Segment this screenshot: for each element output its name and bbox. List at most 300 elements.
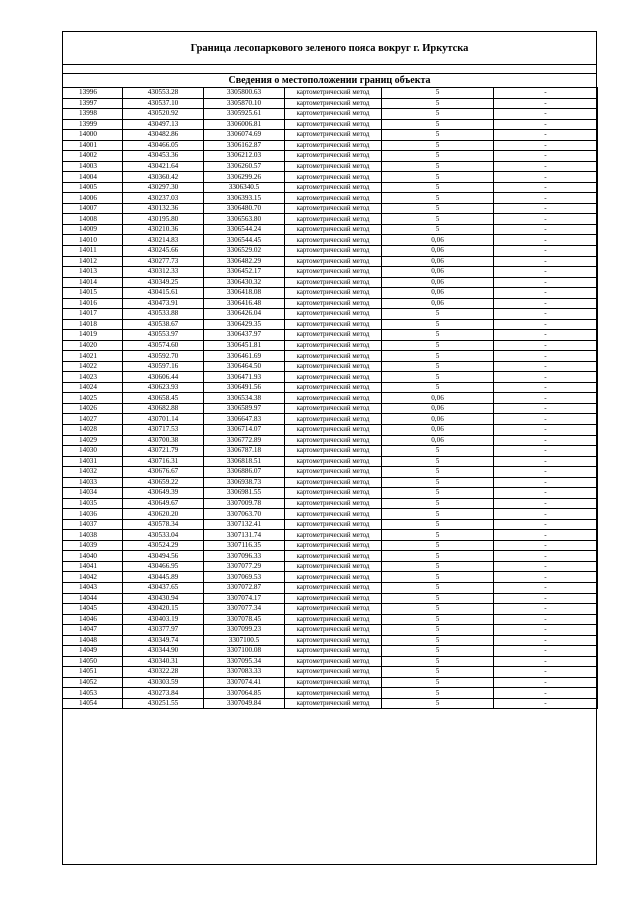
method-cell: картометрический метод (285, 572, 382, 583)
description-cell: - (494, 477, 598, 488)
point-number-cell: 13997 (63, 98, 123, 109)
x-coordinate-cell: 430658.45 (123, 393, 204, 404)
table-row (63, 614, 598, 625)
table-row (63, 172, 598, 183)
table-row (63, 351, 598, 362)
method-cell: картометрический метод (285, 688, 382, 699)
method-cell: картометрический метод (285, 372, 382, 383)
description-cell: - (494, 435, 598, 446)
x-coordinate-cell: 430473.91 (123, 298, 204, 309)
y-coordinate-cell: 3306426.04 (204, 309, 285, 320)
point-number-cell: 14035 (63, 498, 123, 509)
y-coordinate-cell: 3306212.03 (204, 151, 285, 162)
method-cell: картометрический метод (285, 361, 382, 372)
table-row (63, 656, 598, 667)
y-coordinate-cell: 3306340.5 (204, 182, 285, 193)
y-coordinate-cell: 3307072.87 (204, 582, 285, 593)
point-number-cell: 14037 (63, 519, 123, 530)
y-coordinate-cell: 3306464.50 (204, 361, 285, 372)
y-coordinate-cell: 3307064.85 (204, 688, 285, 699)
x-coordinate-cell: 430494.56 (123, 551, 204, 562)
accuracy-cell: 5 (382, 698, 494, 709)
point-number-cell: 14015 (63, 288, 123, 299)
description-cell: - (494, 551, 598, 562)
accuracy-cell: 5 (382, 98, 494, 109)
method-cell: картометрический метод (285, 140, 382, 151)
point-number-cell: 14006 (63, 193, 123, 204)
x-coordinate-cell: 430574.60 (123, 340, 204, 351)
x-coordinate-cell: 430482.86 (123, 130, 204, 141)
description-cell: - (494, 340, 598, 351)
table-row (63, 298, 598, 309)
point-number-cell: 14032 (63, 467, 123, 478)
point-number-cell: 14052 (63, 677, 123, 688)
accuracy-cell: 5 (382, 488, 494, 499)
point-number-cell: 14003 (63, 161, 123, 172)
x-coordinate-cell: 430214.83 (123, 235, 204, 246)
accuracy-cell: 0,06 (382, 267, 494, 278)
document-title: Граница лесопаркового зеленого пояса вокруг г. Иркутска (63, 32, 596, 65)
point-number-cell: 14053 (63, 688, 123, 699)
point-number-cell: 14043 (63, 582, 123, 593)
method-cell: картометрический метод (285, 130, 382, 141)
y-coordinate-cell: 3305925.61 (204, 109, 285, 120)
x-coordinate-cell: 430682.88 (123, 403, 204, 414)
point-number-cell: 14018 (63, 319, 123, 330)
accuracy-cell: 5 (382, 372, 494, 383)
point-number-cell: 13998 (63, 109, 123, 120)
method-cell: картометрический метод (285, 340, 382, 351)
method-cell: картометрический метод (285, 446, 382, 457)
section-subtitle: Сведения о местоположении границ объекта (228, 75, 431, 86)
method-cell: картометрический метод (285, 635, 382, 646)
x-coordinate-cell: 430245.66 (123, 245, 204, 256)
description-cell: - (494, 277, 598, 288)
accuracy-cell: 5 (382, 193, 494, 204)
x-coordinate-cell: 430701.14 (123, 414, 204, 425)
table-row (63, 667, 598, 678)
method-cell: картометрический метод (285, 309, 382, 320)
y-coordinate-cell: 3306430.32 (204, 277, 285, 288)
x-coordinate-cell: 430553.28 (123, 88, 204, 99)
method-cell: картометрический метод (285, 656, 382, 667)
description-cell: - (494, 203, 598, 214)
x-coordinate-cell: 430649.39 (123, 488, 204, 499)
y-coordinate-cell: 3306437.97 (204, 330, 285, 341)
method-cell: картометрический метод (285, 646, 382, 657)
table-row (63, 340, 598, 351)
point-number-cell: 14000 (63, 130, 123, 141)
point-number-cell: 14002 (63, 151, 123, 162)
y-coordinate-cell: 3306461.69 (204, 351, 285, 362)
table-row (63, 477, 598, 488)
accuracy-cell: 5 (382, 688, 494, 699)
description-cell: - (494, 604, 598, 615)
point-number-cell: 14033 (63, 477, 123, 488)
point-number-cell: 14012 (63, 256, 123, 267)
x-coordinate-cell: 430312.33 (123, 267, 204, 278)
method-cell: картометрический метод (285, 256, 382, 267)
accuracy-cell: 5 (382, 319, 494, 330)
y-coordinate-cell: 3307063.70 (204, 509, 285, 520)
y-coordinate-cell: 3306491.56 (204, 382, 285, 393)
point-number-cell: 13999 (63, 119, 123, 130)
x-coordinate-cell: 430340.31 (123, 656, 204, 667)
accuracy-cell: 5 (382, 456, 494, 467)
point-number-cell: 14022 (63, 361, 123, 372)
table-row (63, 256, 598, 267)
table-row (63, 140, 598, 151)
method-cell: картометрический метод (285, 509, 382, 520)
y-coordinate-cell: 3305800.63 (204, 88, 285, 99)
x-coordinate-cell: 430273.84 (123, 688, 204, 699)
x-coordinate-cell: 430524.29 (123, 540, 204, 551)
point-number-cell: 14027 (63, 414, 123, 425)
description-cell: - (494, 382, 598, 393)
description-cell: - (494, 351, 598, 362)
method-cell: картометрический метод (285, 161, 382, 172)
table-row (63, 330, 598, 341)
table-row (63, 677, 598, 688)
x-coordinate-cell: 430377.97 (123, 625, 204, 636)
accuracy-cell: 5 (382, 309, 494, 320)
method-cell: картометрический метод (285, 456, 382, 467)
y-coordinate-cell: 3305870.10 (204, 98, 285, 109)
method-cell: картометрический метод (285, 98, 382, 109)
method-cell: картометрический метод (285, 519, 382, 530)
description-cell: - (494, 403, 598, 414)
y-coordinate-cell: 3307074.41 (204, 677, 285, 688)
method-cell: картометрический метод (285, 425, 382, 436)
description-cell: - (494, 688, 598, 699)
description-cell: - (494, 446, 598, 457)
table-row (63, 319, 598, 330)
method-cell: картометрический метод (285, 677, 382, 688)
method-cell: картометрический метод (285, 625, 382, 636)
description-cell: - (494, 414, 598, 425)
method-cell: картометрический метод (285, 235, 382, 246)
point-number-cell: 14051 (63, 667, 123, 678)
table-row (63, 688, 598, 699)
accuracy-cell: 5 (382, 604, 494, 615)
table-row (63, 88, 598, 99)
y-coordinate-cell: 3306981.55 (204, 488, 285, 499)
x-coordinate-cell: 430553.97 (123, 330, 204, 341)
accuracy-cell: 0,06 (382, 256, 494, 267)
point-number-cell: 14023 (63, 372, 123, 383)
x-coordinate-cell: 430649.67 (123, 498, 204, 509)
table-row (63, 561, 598, 572)
description-cell: - (494, 625, 598, 636)
x-coordinate-cell: 430659.22 (123, 477, 204, 488)
y-coordinate-cell: 3306471.93 (204, 372, 285, 383)
table-row (63, 361, 598, 372)
table-row (63, 540, 598, 551)
x-coordinate-cell: 430437.65 (123, 582, 204, 593)
description-cell: - (494, 161, 598, 172)
table-row (63, 382, 598, 393)
table-row (63, 467, 598, 478)
accuracy-cell: 5 (382, 561, 494, 572)
y-coordinate-cell: 3307009.78 (204, 498, 285, 509)
method-cell: картометрический метод (285, 298, 382, 309)
point-number-cell: 14005 (63, 182, 123, 193)
y-coordinate-cell: 3306162.87 (204, 140, 285, 151)
y-coordinate-cell: 3307077.34 (204, 604, 285, 615)
point-number-cell: 14013 (63, 267, 123, 278)
y-coordinate-cell: 3306787.18 (204, 446, 285, 457)
point-number-cell: 14036 (63, 509, 123, 520)
description-cell: - (494, 593, 598, 604)
method-cell: картометрический метод (285, 667, 382, 678)
x-coordinate-cell: 430421.64 (123, 161, 204, 172)
x-coordinate-cell: 430597.16 (123, 361, 204, 372)
accuracy-cell: 0,06 (382, 277, 494, 288)
y-coordinate-cell: 3307100.5 (204, 635, 285, 646)
description-cell: - (494, 256, 598, 267)
description-cell: - (494, 667, 598, 678)
accuracy-cell: 5 (382, 635, 494, 646)
accuracy-cell: 5 (382, 582, 494, 593)
point-number-cell: 14004 (63, 172, 123, 183)
table-row (63, 456, 598, 467)
y-coordinate-cell: 3306482.29 (204, 256, 285, 267)
point-number-cell: 14024 (63, 382, 123, 393)
x-coordinate-cell: 430606.44 (123, 372, 204, 383)
y-coordinate-cell: 3306886.07 (204, 467, 285, 478)
description-cell: - (494, 698, 598, 709)
accuracy-cell: 5 (382, 161, 494, 172)
x-coordinate-cell: 430420.15 (123, 604, 204, 615)
x-coordinate-cell: 430360.42 (123, 172, 204, 183)
x-coordinate-cell: 430210.36 (123, 224, 204, 235)
y-coordinate-cell: 3307100.08 (204, 646, 285, 657)
description-cell: - (494, 456, 598, 467)
accuracy-cell: 5 (382, 677, 494, 688)
method-cell: картометрический метод (285, 414, 382, 425)
description-cell: - (494, 309, 598, 320)
accuracy-cell: 0,06 (382, 245, 494, 256)
accuracy-cell: 5 (382, 509, 494, 520)
x-coordinate-cell: 430344.90 (123, 646, 204, 657)
y-coordinate-cell: 3307099.23 (204, 625, 285, 636)
y-coordinate-cell: 3306534.38 (204, 393, 285, 404)
x-coordinate-cell: 430349.25 (123, 277, 204, 288)
coordinates-table-body (63, 88, 598, 709)
x-coordinate-cell: 430676.67 (123, 467, 204, 478)
y-coordinate-cell: 3307049.84 (204, 698, 285, 709)
point-number-cell: 14020 (63, 340, 123, 351)
method-cell: картометрический метод (285, 224, 382, 235)
y-coordinate-cell: 3306938.73 (204, 477, 285, 488)
accuracy-cell: 0,06 (382, 288, 494, 299)
y-coordinate-cell: 3307077.29 (204, 561, 285, 572)
table-row (63, 403, 598, 414)
description-cell: - (494, 288, 598, 299)
x-coordinate-cell: 430623.93 (123, 382, 204, 393)
table-row (63, 625, 598, 636)
description-cell: - (494, 498, 598, 509)
point-number-cell: 14009 (63, 224, 123, 235)
y-coordinate-cell: 3306480.70 (204, 203, 285, 214)
y-coordinate-cell: 3307132.41 (204, 519, 285, 530)
spacer-row (63, 65, 596, 74)
table-row (63, 393, 598, 404)
x-coordinate-cell: 430403.19 (123, 614, 204, 625)
point-number-cell: 14025 (63, 393, 123, 404)
method-cell: картометрический метод (285, 614, 382, 625)
x-coordinate-cell: 430237.03 (123, 193, 204, 204)
table-row (63, 151, 598, 162)
x-coordinate-cell: 430592.70 (123, 351, 204, 362)
table-row (63, 446, 598, 457)
point-number-cell: 14021 (63, 351, 123, 362)
accuracy-cell: 0,06 (382, 414, 494, 425)
accuracy-cell: 5 (382, 625, 494, 636)
y-coordinate-cell: 3306299.26 (204, 172, 285, 183)
method-cell: картометрический метод (285, 109, 382, 120)
y-coordinate-cell: 3307131.74 (204, 530, 285, 541)
accuracy-cell: 5 (382, 530, 494, 541)
y-coordinate-cell: 3306647.83 (204, 414, 285, 425)
table-row (63, 130, 598, 141)
description-cell: - (494, 182, 598, 193)
description-cell: - (494, 235, 598, 246)
table-row (63, 435, 598, 446)
y-coordinate-cell: 3307095.34 (204, 656, 285, 667)
y-coordinate-cell: 3306589.97 (204, 403, 285, 414)
method-cell: картометрический метод (285, 488, 382, 499)
x-coordinate-cell: 430533.04 (123, 530, 204, 541)
table-row (63, 646, 598, 657)
accuracy-cell: 5 (382, 119, 494, 130)
table-row (63, 224, 598, 235)
accuracy-cell: 5 (382, 351, 494, 362)
y-coordinate-cell: 3307069.53 (204, 572, 285, 583)
x-coordinate-cell: 430497.13 (123, 119, 204, 130)
point-number-cell: 14014 (63, 277, 123, 288)
y-coordinate-cell: 3307096.33 (204, 551, 285, 562)
method-cell: картометрический метод (285, 698, 382, 709)
accuracy-cell: 5 (382, 446, 494, 457)
point-number-cell: 14042 (63, 572, 123, 583)
point-number-cell: 14030 (63, 446, 123, 457)
description-cell: - (494, 130, 598, 141)
method-cell: картометрический метод (285, 151, 382, 162)
description-cell: - (494, 88, 598, 99)
method-cell: картометрический метод (285, 214, 382, 225)
x-coordinate-cell: 430537.10 (123, 98, 204, 109)
accuracy-cell: 5 (382, 140, 494, 151)
accuracy-cell: 5 (382, 109, 494, 120)
table-row (63, 203, 598, 214)
x-coordinate-cell: 430195.80 (123, 214, 204, 225)
y-coordinate-cell: 3306260.57 (204, 161, 285, 172)
accuracy-cell: 5 (382, 203, 494, 214)
point-number-cell: 14041 (63, 561, 123, 572)
point-number-cell: 14016 (63, 298, 123, 309)
method-cell: картометрический метод (285, 477, 382, 488)
point-number-cell: 14028 (63, 425, 123, 436)
x-coordinate-cell: 430721.79 (123, 446, 204, 457)
point-number-cell: 14054 (63, 698, 123, 709)
y-coordinate-cell: 3306418.08 (204, 288, 285, 299)
y-coordinate-cell: 3306772.89 (204, 435, 285, 446)
point-number-cell: 14046 (63, 614, 123, 625)
coordinates-table (62, 87, 598, 709)
description-cell: - (494, 572, 598, 583)
table-row (63, 635, 598, 646)
table-row (63, 530, 598, 541)
x-coordinate-cell: 430415.61 (123, 288, 204, 299)
description-cell: - (494, 119, 598, 130)
table-row (63, 235, 598, 246)
description-cell: - (494, 319, 598, 330)
x-coordinate-cell: 430578.34 (123, 519, 204, 530)
method-cell: картометрический метод (285, 604, 382, 615)
x-coordinate-cell: 430520.92 (123, 109, 204, 120)
description-cell: - (494, 519, 598, 530)
method-cell: картометрический метод (285, 540, 382, 551)
point-number-cell: 14050 (63, 656, 123, 667)
description-cell: - (494, 656, 598, 667)
accuracy-cell: 5 (382, 498, 494, 509)
y-coordinate-cell: 3307116.35 (204, 540, 285, 551)
description-cell: - (494, 224, 598, 235)
description-cell: - (494, 677, 598, 688)
y-coordinate-cell: 3306429.35 (204, 319, 285, 330)
accuracy-cell: 5 (382, 593, 494, 604)
description-cell: - (494, 635, 598, 646)
method-cell: картометрический метод (285, 267, 382, 278)
point-number-cell: 14019 (63, 330, 123, 341)
method-cell: картометрический метод (285, 319, 382, 330)
x-coordinate-cell: 430132.36 (123, 203, 204, 214)
method-cell: картометрический метод (285, 435, 382, 446)
point-number-cell: 14008 (63, 214, 123, 225)
y-coordinate-cell: 3306451.81 (204, 340, 285, 351)
point-number-cell: 14011 (63, 245, 123, 256)
accuracy-cell: 5 (382, 467, 494, 478)
y-coordinate-cell: 3306074.69 (204, 130, 285, 141)
x-coordinate-cell: 430466.05 (123, 140, 204, 151)
method-cell: картометрический метод (285, 382, 382, 393)
table-row (63, 604, 598, 615)
description-cell: - (494, 140, 598, 151)
table-row (63, 119, 598, 130)
point-number-cell: 14044 (63, 593, 123, 604)
description-cell: - (494, 298, 598, 309)
table-row (63, 214, 598, 225)
accuracy-cell: 5 (382, 330, 494, 341)
description-cell: - (494, 509, 598, 520)
description-cell: - (494, 214, 598, 225)
description-cell: - (494, 361, 598, 372)
point-number-cell: 14031 (63, 456, 123, 467)
x-coordinate-cell: 430251.55 (123, 698, 204, 709)
table-row (63, 498, 598, 509)
description-cell: - (494, 646, 598, 657)
point-number-cell: 13996 (63, 88, 123, 99)
table-row (63, 551, 598, 562)
accuracy-cell: 5 (382, 551, 494, 562)
description-cell: - (494, 98, 598, 109)
table-row (63, 277, 598, 288)
table-row (63, 582, 598, 593)
method-cell: картометрический метод (285, 193, 382, 204)
y-coordinate-cell: 3307083.33 (204, 667, 285, 678)
point-number-cell: 14049 (63, 646, 123, 657)
